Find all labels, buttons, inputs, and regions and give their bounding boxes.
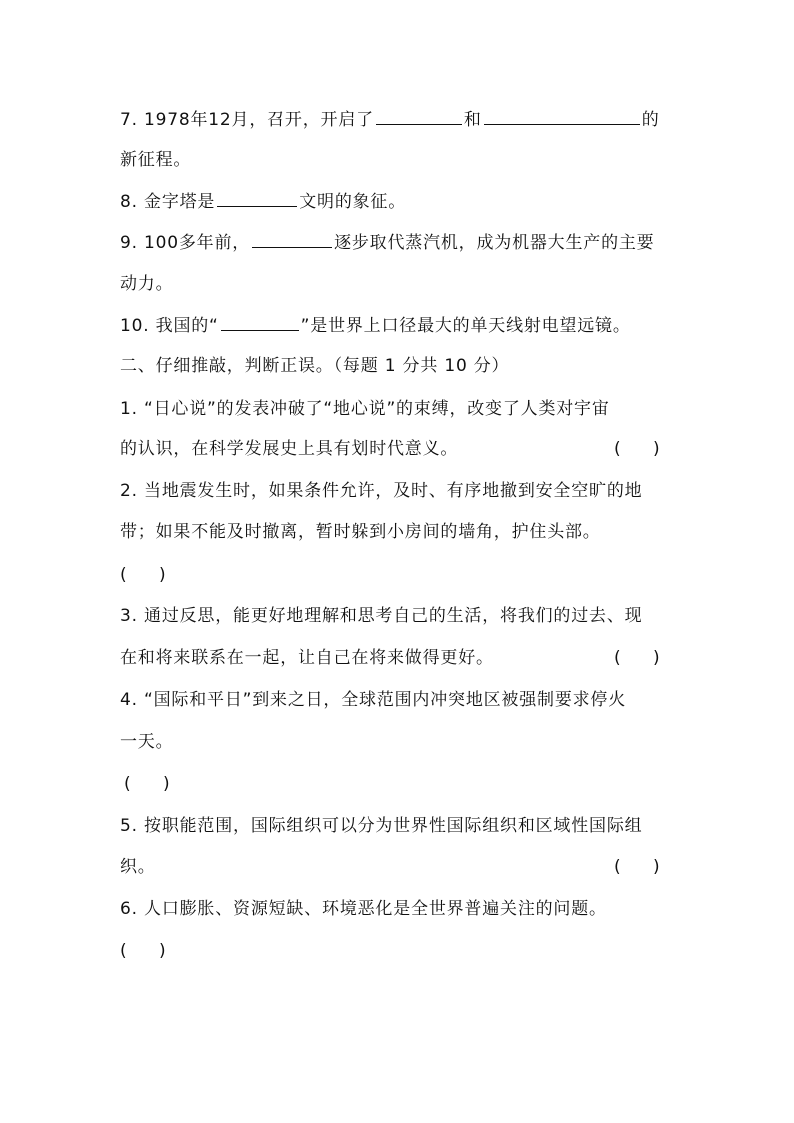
- question-9-text-a: 9. 100多年前，: [120, 233, 251, 253]
- question-7-text-a: 7. 1978年12月，召开，开启了: [120, 110, 374, 130]
- question-7-text-c: 的: [641, 110, 660, 130]
- question-7-text-d: 新征程。: [120, 150, 192, 170]
- answer-blank[interactable]: [217, 189, 297, 207]
- judgment-3-text-a: 3. 通过反思，能更好地理解和思考自己的生活，将我们的过去、现: [120, 606, 643, 626]
- judgment-5-text-a: 5. 按职能范围，国际组织可以分为世界性国际组织和区域性国际组: [120, 816, 643, 836]
- judgment-1-answer-parens[interactable]: ( ): [614, 439, 660, 459]
- judgment-4-text-b: 一天。: [120, 732, 174, 752]
- question-9-text-b: 逐步取代蒸汽机，成为机器大生产的主要: [334, 233, 655, 253]
- section-2-title: [120, 354, 509, 378]
- judgment-2-text-b: 带；如果不能及时撤离，暂时躲到小房间的墙角，护住头部。: [120, 522, 601, 542]
- judgment-4-answer-parens[interactable]: ( ): [124, 774, 170, 794]
- question-7-line-2: [120, 148, 191, 172]
- judgment-2-line-1: [120, 479, 642, 503]
- section-2-title-text: 二、仔细推敲，判断正误。（每题 1 分共 10 分）: [120, 356, 510, 376]
- judgment-2-answer-parens[interactable]: ( ): [120, 565, 166, 585]
- answer-blank[interactable]: [484, 107, 640, 125]
- judgment-5-text-b: 织。: [120, 857, 156, 877]
- judgment-1-line-1: [120, 397, 610, 421]
- judgment-6-text-a: 6. 人口膨胀、资源短缺、环境恶化是全世界普遍关注的问题。: [120, 899, 607, 919]
- judgment-3-text-b: 在和将来联系在一起，让自己在将来做得更好。: [120, 648, 494, 668]
- judgment-5-answer-parens[interactable]: ( ): [614, 857, 660, 877]
- question-8-text-a: 8. 金字塔是: [120, 192, 216, 212]
- question-10-text-a: 10. 我国的“: [120, 316, 219, 336]
- question-9-line-2: [120, 272, 173, 296]
- judgment-4-text-a: 4. “国际和平日”到来之日，全球范围内冲突地区被强制要求停火: [120, 690, 627, 710]
- judgment-4-line-2: [120, 730, 173, 754]
- judgment-3-answer-parens[interactable]: ( ): [614, 648, 660, 668]
- question-10-text-b: ”是世界上口径最大的单天线射电望远镜。: [300, 316, 631, 336]
- question-8-line: [120, 189, 406, 214]
- question-8-text-b: 文明的象征。: [299, 192, 407, 212]
- answer-blank[interactable]: [221, 313, 299, 331]
- question-10-line: [120, 313, 631, 338]
- judgment-5-line-1: [120, 814, 642, 838]
- judgment-3-line-1: [120, 604, 642, 628]
- judgment-6-answer-parens[interactable]: ( ): [120, 941, 166, 961]
- question-7-text-b: 和: [463, 110, 482, 130]
- judgment-4-line-1: [120, 688, 626, 712]
- judgment-1-text-b: 的认识，在科学发展史上具有划时代意义。: [120, 439, 459, 459]
- judgment-1-line-2: [120, 437, 458, 461]
- answer-blank[interactable]: [252, 230, 332, 248]
- answer-blank[interactable]: [376, 107, 462, 125]
- judgment-3-line-2: [120, 646, 494, 670]
- question-9-line-1: [120, 230, 654, 255]
- judgment-6-line-1: [120, 897, 607, 921]
- question-9-text-c: 动力。: [120, 274, 174, 294]
- question-7-line-1: [120, 107, 660, 132]
- judgment-5-line-2: [120, 855, 156, 879]
- judgment-1-text-a: 1. “日心说”的发表冲破了“地心说”的束缚，改变了人类对宇宙: [120, 399, 610, 419]
- judgment-2-text-a: 2. 当地震发生时，如果条件允许，及时、有序地撤到安全空旷的地: [120, 481, 643, 501]
- judgment-2-line-2: [120, 520, 601, 544]
